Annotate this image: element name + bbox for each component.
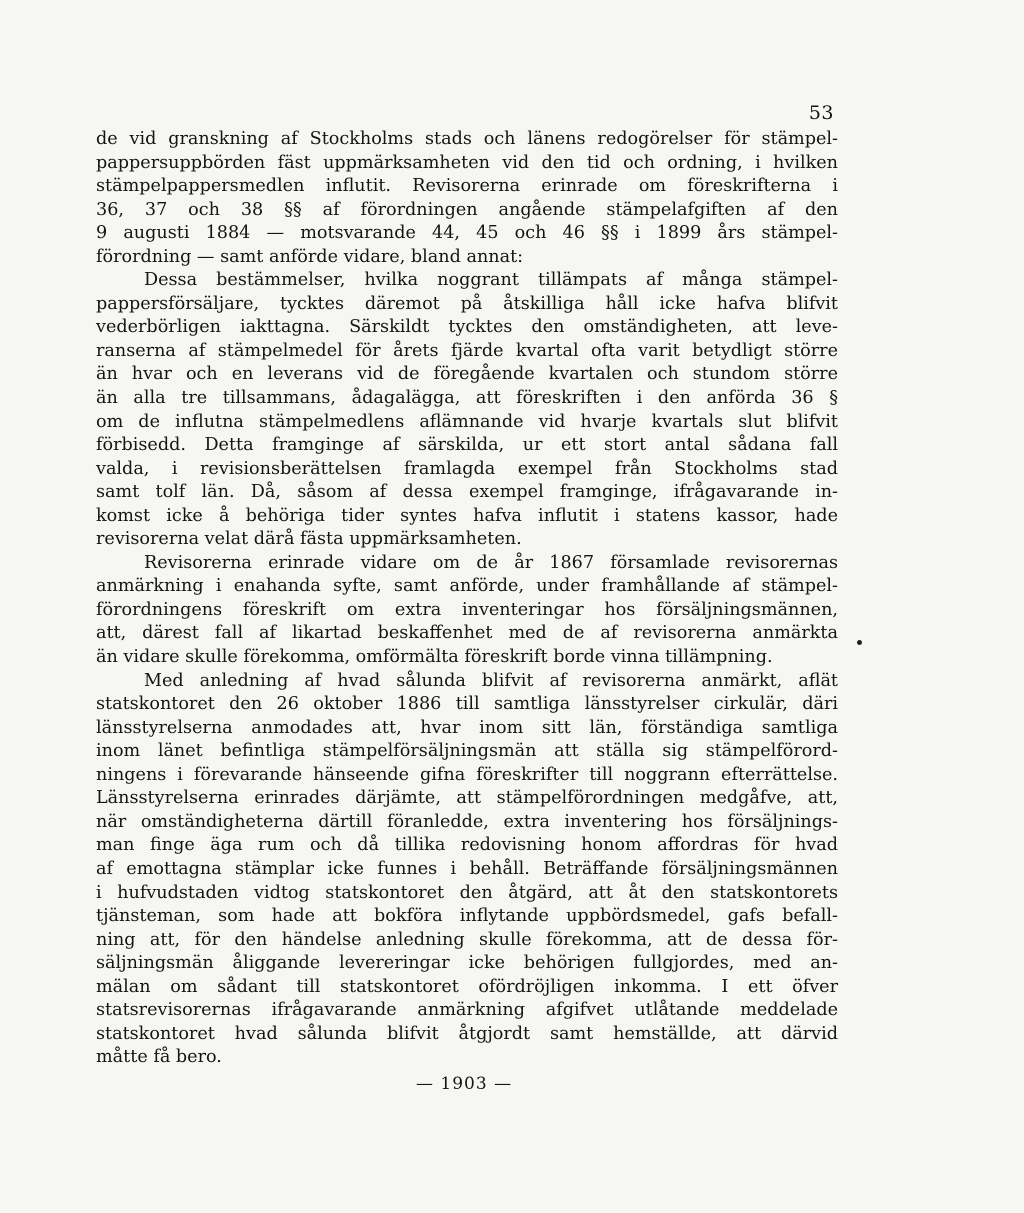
text-line: valda, i revisionsberättelsen framlagda exempel från Stockholms stad [96,458,838,479]
text-line: ranserna af stämpelmedel för årets fjärde kvartal ofta varit betydligt större [96,340,838,361]
text-line: pappersuppbörden fäst uppmärksamheten vid den tid och ordning, i hvilken [96,152,838,173]
text-line: förordning — samt anförde vidare, bland annat: [96,246,524,267]
ink-speck [857,640,862,645]
text-line: Revisorerna erinrade vidare om de år 1867 församlade revisorernas [144,552,838,573]
text-line: 36, 37 och 38 §§ af förordningen angående stämpelafgiften af den [96,199,838,220]
text-line: revisorerna velat därå fästa uppmärksamheten. [96,529,522,550]
text-line: tjänsteman, som hade att bokföra inflytande uppbördsmedel, gafs befall- [96,906,838,927]
page-number: 53 [808,102,834,124]
text-line: än alla tre tillsammans, ådagalägga, att föreskriften i den anförda 36 § [96,388,838,409]
body-text [96,128,838,1070]
text-line: länsstyrelserna anmodades att, hvar inom sitt län, förständiga samtliga [96,717,838,738]
text-line: måtte få bero. [96,1047,222,1068]
text-line: 9 augusti 1884 — motsvarande 44, 45 och 46 §§ i 1899 års stämpel- [96,223,838,244]
text-line: säljningsmän åliggande levereringar icke behörigen fullgjordes, med an- [96,953,838,974]
text-line: samt tolf län. Då, såsom af dessa exempel framginge, ifrågavarande in- [96,482,838,503]
page-footer: — 1903 — [416,1074,513,1094]
text-line: pappersförsäljare, tycktes däremot på åtskilliga håll icke hafva blifvit [96,293,838,314]
text-line: anmärkning i enahanda syfte, samt anförde, under framhållande af stämpel- [96,576,838,597]
text-line: komst icke å behöriga tider syntes hafva influtit i statens kassor, hade [96,505,838,526]
text-line: mälan om sådant till statskontoret ofördröjligen inkomma. I ett öfver [96,976,838,997]
text-line: af emottagna stämplar icke funnes i behåll. Beträffande försäljningsmännen [96,858,838,879]
text-line: man finge äga rum och då tillika redovisning honom affordras för hvad [96,835,838,856]
text-line: Länsstyrelserna erinrades därjämte, att stämpelförordningen medgåfve, att, [96,788,838,809]
text-line: ningens i förevarande hänseende gifna föreskrifter till noggrann efterrättelse. [96,764,838,785]
text-line: vederbörligen iakttagna. Särskildt tycktes den omständigheten, att leve- [96,317,838,338]
text-line: när omständigheterna därtill föranledde, extra inventering hos försäljnings- [96,811,838,832]
text-line: statskontoret den 26 oktober 1886 till samtliga länsstyrelser cirkulär, däri [96,694,838,715]
text-line: Med anledning af hvad sålunda blifvit af revisorerna anmärkt, aflät [144,670,838,691]
text-line: Dessa bestämmelser, hvilka noggrant tillämpats af många stämpel- [144,270,838,291]
text-line: ning att, för den händelse anledning skulle förekomma, att de dessa för- [96,929,838,950]
text-line: inom länet befintliga stämpelförsäljningsmän att ställa sig stämpelförord- [96,741,838,762]
text-line: om de influtna stämpelmedlens aflämnande vid hvarje kvartals slut blifvit [96,411,838,432]
text-line: i hufvudstaden vidtog statskontoret den åtgärd, att åt den statskontorets [96,882,838,903]
text-line: att, därest fall af likartad beskaffenhet med de af revisorerna anmärkta [96,623,838,644]
text-line: stämpelpappersmedlen influtit. Revisorerna erinrade om föreskrifterna i [96,176,838,197]
text-line: statskontoret hvad sålunda blifvit åtgjordt samt hemställde, att därvid [96,1023,838,1044]
text-line: de vid granskning af Stockholms stads och länens redogörelser för stämpel- [96,129,838,149]
text-line: förordningens föreskrift om extra inventeringar hos försäljningsmännen, [96,599,838,620]
text-line: än hvar och en leverans vid de föregående kvartalen och stundom större [96,364,838,385]
text-line: än vidare skulle förekomma, omförmälta föreskrift borde vinna tillämpning. [96,647,773,668]
text-line: statsrevisorernas ifrågavarande anmärkning afgifvet utlåtande meddelade [96,1000,838,1021]
text-line: förbisedd. Detta framginge af särskilda, ur ett stort antal sådana fall [96,435,838,456]
